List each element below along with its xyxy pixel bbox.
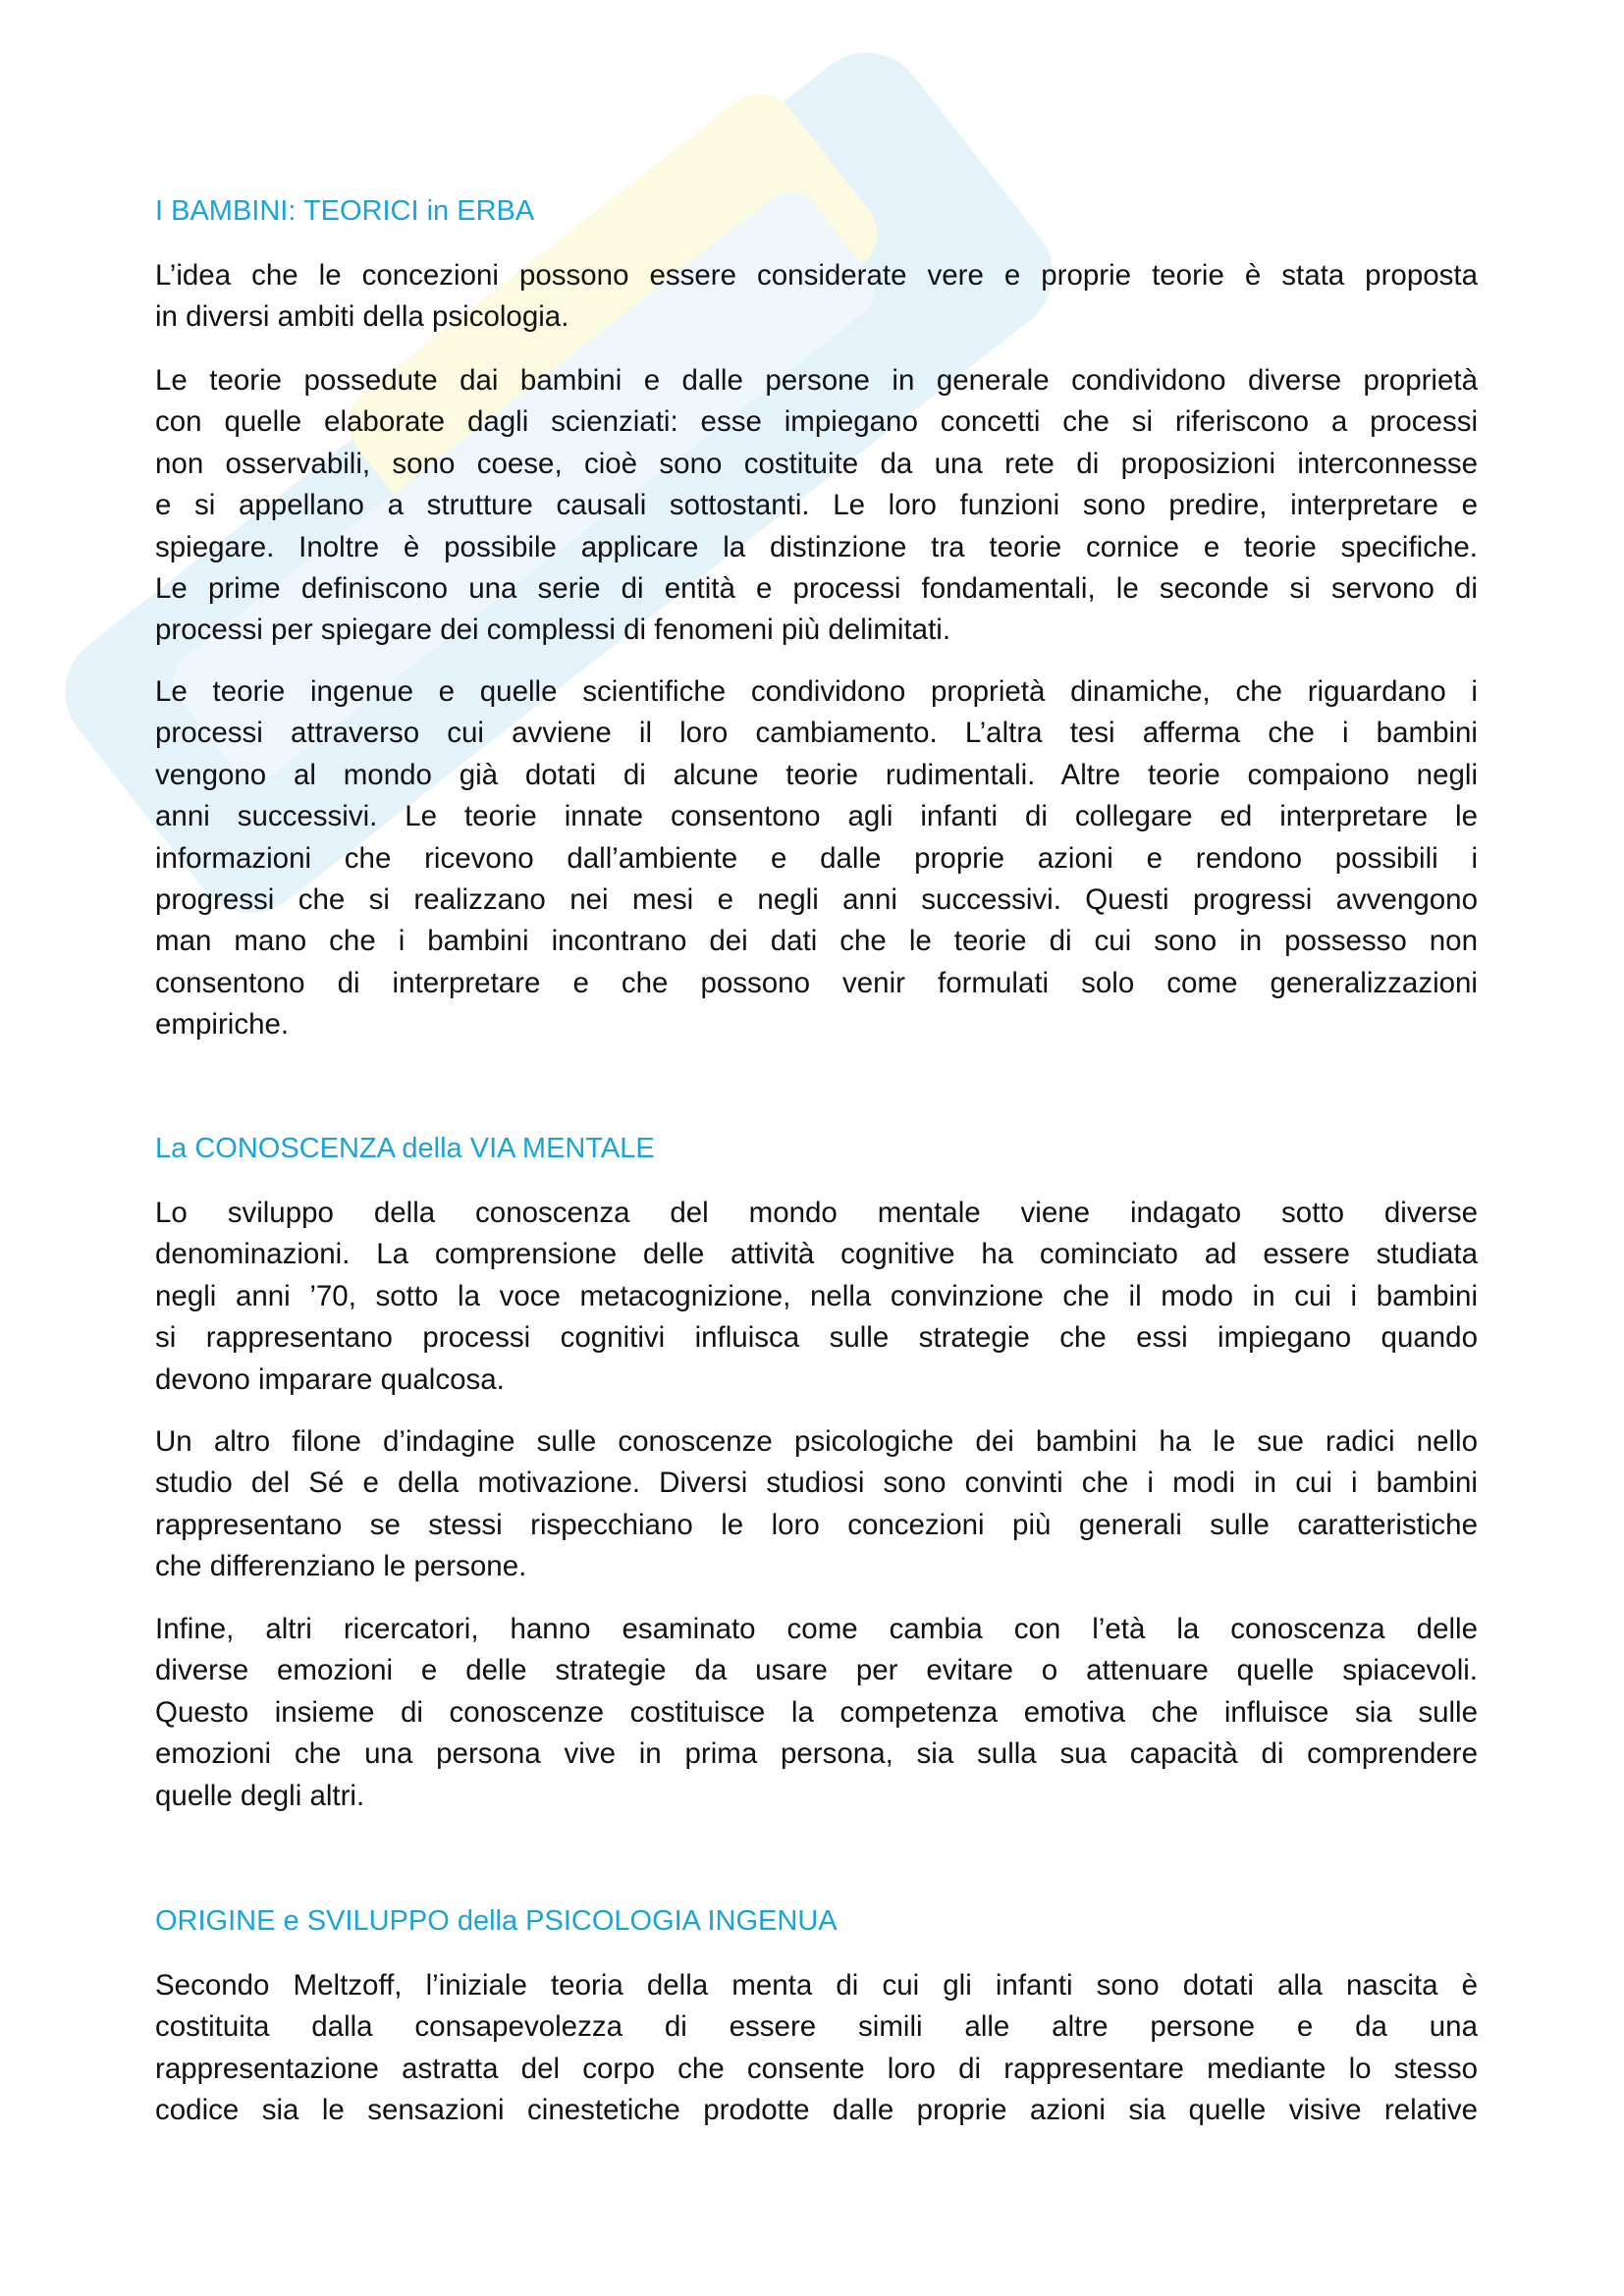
text-line: quelle degli altri. xyxy=(155,1779,365,1812)
text-line: Le teorie ingenue e quelle scientifiche condividono proprietà dinamiche, che riguardano i xyxy=(155,675,1478,708)
text-line: non osservabili, sono coese, cioè sono costituite da una rete di proposizioni interconnesse xyxy=(155,447,1478,480)
text-line: consentono di interpretare e che possono venir formulati solo come generalizzazioni xyxy=(155,966,1478,999)
text-line: Le prime definiscono una serie di entità e processi fondamentali, le seconde si servono di xyxy=(155,571,1478,605)
text-line: empiriche. xyxy=(155,1008,290,1041)
text-line: emozioni che una persona vive in prima persona, sia sulla sua capacità di comprendere xyxy=(155,1737,1478,1771)
text-line: si rappresentano processi cognitivi influisca sulle strategie che essi impiegano quando xyxy=(155,1321,1478,1355)
paragraph-1 xyxy=(155,255,1478,339)
text-line: Infine, altri ricercatori, hanno esaminato come cambia con l’età la conoscenza delle xyxy=(155,1613,1478,1645)
text-line: diverse emozioni e delle strategie da usare per evitare o attenuare quelle spiacevoli. xyxy=(155,1654,1478,1687)
text-line: che differenziano le persone. xyxy=(155,1550,527,1583)
text-line: L’idea che le concezioni possono essere considerate vere e proprie teorie è stata proposta xyxy=(155,259,1478,292)
text-line: Questo insieme di conoscenze costituisce la competenza emotiva che influisce sia sulle xyxy=(155,1695,1478,1729)
paragraph-6 xyxy=(155,1609,1478,1817)
text-line: Le teorie possedute dai bambini e dalle persone in generale condividono diverse proprietà xyxy=(155,364,1478,397)
text-line: Lo sviluppo della conoscenza del mondo mentale viene indagato sotto diverse xyxy=(155,1197,1478,1229)
paragraph-3 xyxy=(155,671,1478,1046)
text-line: costituita dalla consapevolezza di essere simili alle altre persone e da una xyxy=(155,2010,1478,2044)
text-line: devono imparare qualcosa. xyxy=(155,1362,505,1396)
paragraph-7 xyxy=(155,1965,1478,2132)
text-line: Secondo Meltzoff, l’iniziale teoria della menta di cui gli infanti sono dotati alla nascita è xyxy=(155,1969,1478,2002)
text-line: studio del Sé e della motivazione. Diversi studiosi sono convinti che i modi in cui i bambini xyxy=(155,1467,1478,1500)
text-line: codice sia le sensazioni cinestetiche prodotte dalle proprie azioni sia quelle visive relative xyxy=(155,2094,1478,2127)
text-line: processi per spiegare dei complessi di fenomeni più delimitati. xyxy=(155,614,951,647)
text-line: con quelle elaborate dagli scienziati: esse impiegano concetti che si riferiscono a processi xyxy=(155,405,1478,439)
text-line: informazioni che ricevono dall’ambiente e dalle proprie azioni e rendono possibili i xyxy=(155,841,1478,875)
text-line: progressi che si realizzano nei mesi e negli anni successivi. Questi progressi avvengono xyxy=(155,882,1478,916)
text-line: man mano che i bambini incontrano dei dati che le teorie di cui sono in possesso non xyxy=(155,925,1478,958)
paragraph-5 xyxy=(155,1421,1478,1588)
text-line: rappresentazione astratta del corpo che consente loro di rappresentare mediante lo stesso xyxy=(155,2052,1478,2085)
text-line: vengono al mondo già dotati di alcune teorie rudimentali. Altre teorie compaiono negli xyxy=(155,758,1478,791)
text-line: spiegare. Inoltre è possibile applicare la distinzione tra teorie cornice e teorie specifiche. xyxy=(155,530,1478,563)
text-line: negli anni ’70, sotto la voce metacognizione, nella convinzione che il modo in cui i bambini xyxy=(155,1279,1478,1312)
text-line: denominazioni. La comprensione delle attività cognitive ha cominciato ad essere studiata xyxy=(155,1238,1478,1271)
text-line: processi attraverso cui avviene il loro cambiamento. L’altra tesi afferma che i bambini xyxy=(155,717,1478,750)
text-line: in diversi ambiti della psicologia. xyxy=(155,300,569,334)
paragraph-2 xyxy=(155,360,1478,652)
heading-1: I BAMBINI: TEORICI in ERBA xyxy=(155,195,535,227)
text-line: anni successivi. Le teorie innate consentono agli infanti di collegare ed interpretare le xyxy=(155,800,1478,833)
heading-2: La CONOSCENZA della VIA MENTALE xyxy=(155,1133,655,1164)
text-line: rappresentano se stessi rispecchiano le loro concezioni più generali sulle caratteristiche xyxy=(155,1508,1478,1541)
paragraph-4 xyxy=(155,1193,1478,1401)
text-line: e si appellano a strutture causali sottostanti. Le loro funzioni sono predire, interpretare e xyxy=(155,489,1478,522)
text-line: Un altro filone d’indagine sulle conoscenze psicologiche dei bambini ha le sue radici nello xyxy=(155,1425,1478,1458)
heading-3: ORIGINE e SVILUPPO della PSICOLOGIA INGENUA xyxy=(155,1905,838,1937)
